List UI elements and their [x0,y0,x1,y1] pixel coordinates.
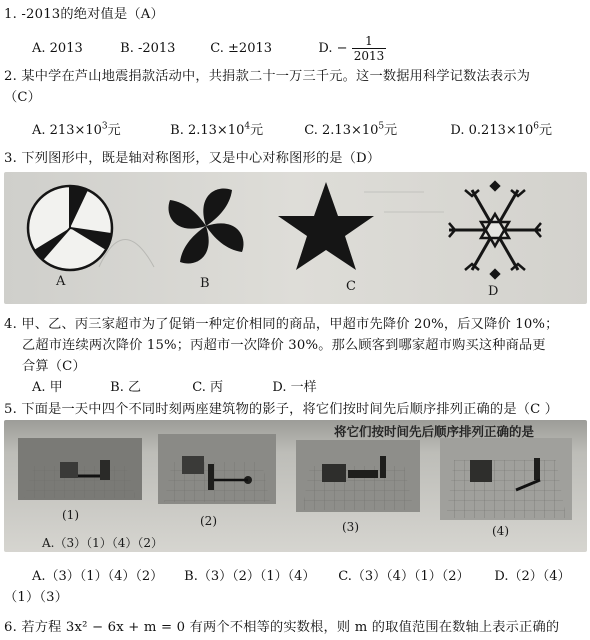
q1-option-d-fraction [352,34,387,63]
shadow-panel-2 [158,434,276,504]
q5-option-d-continuation: （1）（3） [4,590,69,605]
q1-option-d [318,34,386,63]
q4-option-a: A. 甲 [32,380,63,395]
q5-stem: 5. 下面是一天中四个不同时刻两座建筑物的影子，将它们按时间先后顺序排列正确的是（C ） [4,402,559,417]
figure-d-label: D [488,284,499,299]
q5-options [32,565,571,584]
figure-a-label: A [56,274,66,289]
q2-options [32,119,552,138]
q2-option-d: D. $0.213\times 10^6$元 [450,121,553,138]
photo-header-text: 将它们按时间先后顺序排列正确的是 [334,424,535,439]
shadow-caption-3: (3) [342,520,359,534]
q4-option-b: B. 乙 [110,380,141,395]
shadow-panel-3 [296,440,420,512]
q3-stem: 3. 下列图形中，既是轴对称图形，又是中心对称图形的是（D） [4,151,381,166]
q5-option-d: D.（2）（4） [494,569,571,584]
q4-option-c: C. 丙 [192,380,224,395]
fraction-denominator: 2013 [353,49,385,63]
q2-option-b: B. $2.13\times 10^4$元 [170,121,264,138]
q2-answer: （C） [4,90,42,105]
q4-option-d: D. 一样 [272,380,317,395]
q5-option-c: C.（3）（4）（1）（2） [338,569,470,584]
q2-option-c: C. $2.13\times 10^5$元 [304,121,398,138]
figure-b-label: B [200,276,210,291]
figure-c-label: C [346,279,356,294]
q3-figures-photo [4,172,587,304]
q4-options [32,376,317,395]
q4-stem-line-3: 合算（C） [22,359,86,374]
shadow-caption-2: (2) [200,514,217,528]
q3-figures-svg [4,172,587,304]
shadow-panel-4 [440,438,572,520]
q4-stem-line-1: 4. 甲、乙、丙三家超市为了促销一种定价相同的商品，甲超市先降价 20%，后又降价 10%； [4,317,559,332]
q5-shadows-photo [4,420,587,552]
q1-option-a: A. 2013 [32,41,83,56]
q5-option-b: B.（3）（2）（1）（4） [184,569,316,584]
q4-stem-line-2: 乙超市连续两次降价 15%；丙超市一次降价 30%。那么顾客到哪家超市购买这种商品更 [22,338,546,353]
q5-option-a: A.（3）（1）（4）（2） [32,569,164,584]
q6-stem: 6. 若方程 3x² − 6x + m = 0 有两个不相等的实数根，则 m 的取值范围在数轴上表示正确的 [4,620,560,635]
q2-option-a: A. $213\times 10^3$元 [32,121,121,138]
photo-answer-hint: A.（3）（1）（4）（2） [42,536,164,550]
shadow-panel-1 [18,438,142,500]
q1-option-c: C. ±2013 [210,41,273,56]
figure-a-circle-blades [28,186,112,270]
shadow-caption-1: (1) [62,508,79,522]
fraction-numerator: 1 [352,34,387,49]
shadow-caption-4: (4) [492,524,509,538]
q1-stem: 1. -2013的绝对值是（A） [4,7,164,22]
q2-stem: 2. 某中学在芦山地震捐款活动中，共捐款二十一万三千元。这一数据用科学记数法表示为 [4,69,531,84]
q1-option-d-label: D. − [318,41,348,56]
q1-options [32,34,386,63]
q1-option-b: B. -2013 [120,41,176,56]
